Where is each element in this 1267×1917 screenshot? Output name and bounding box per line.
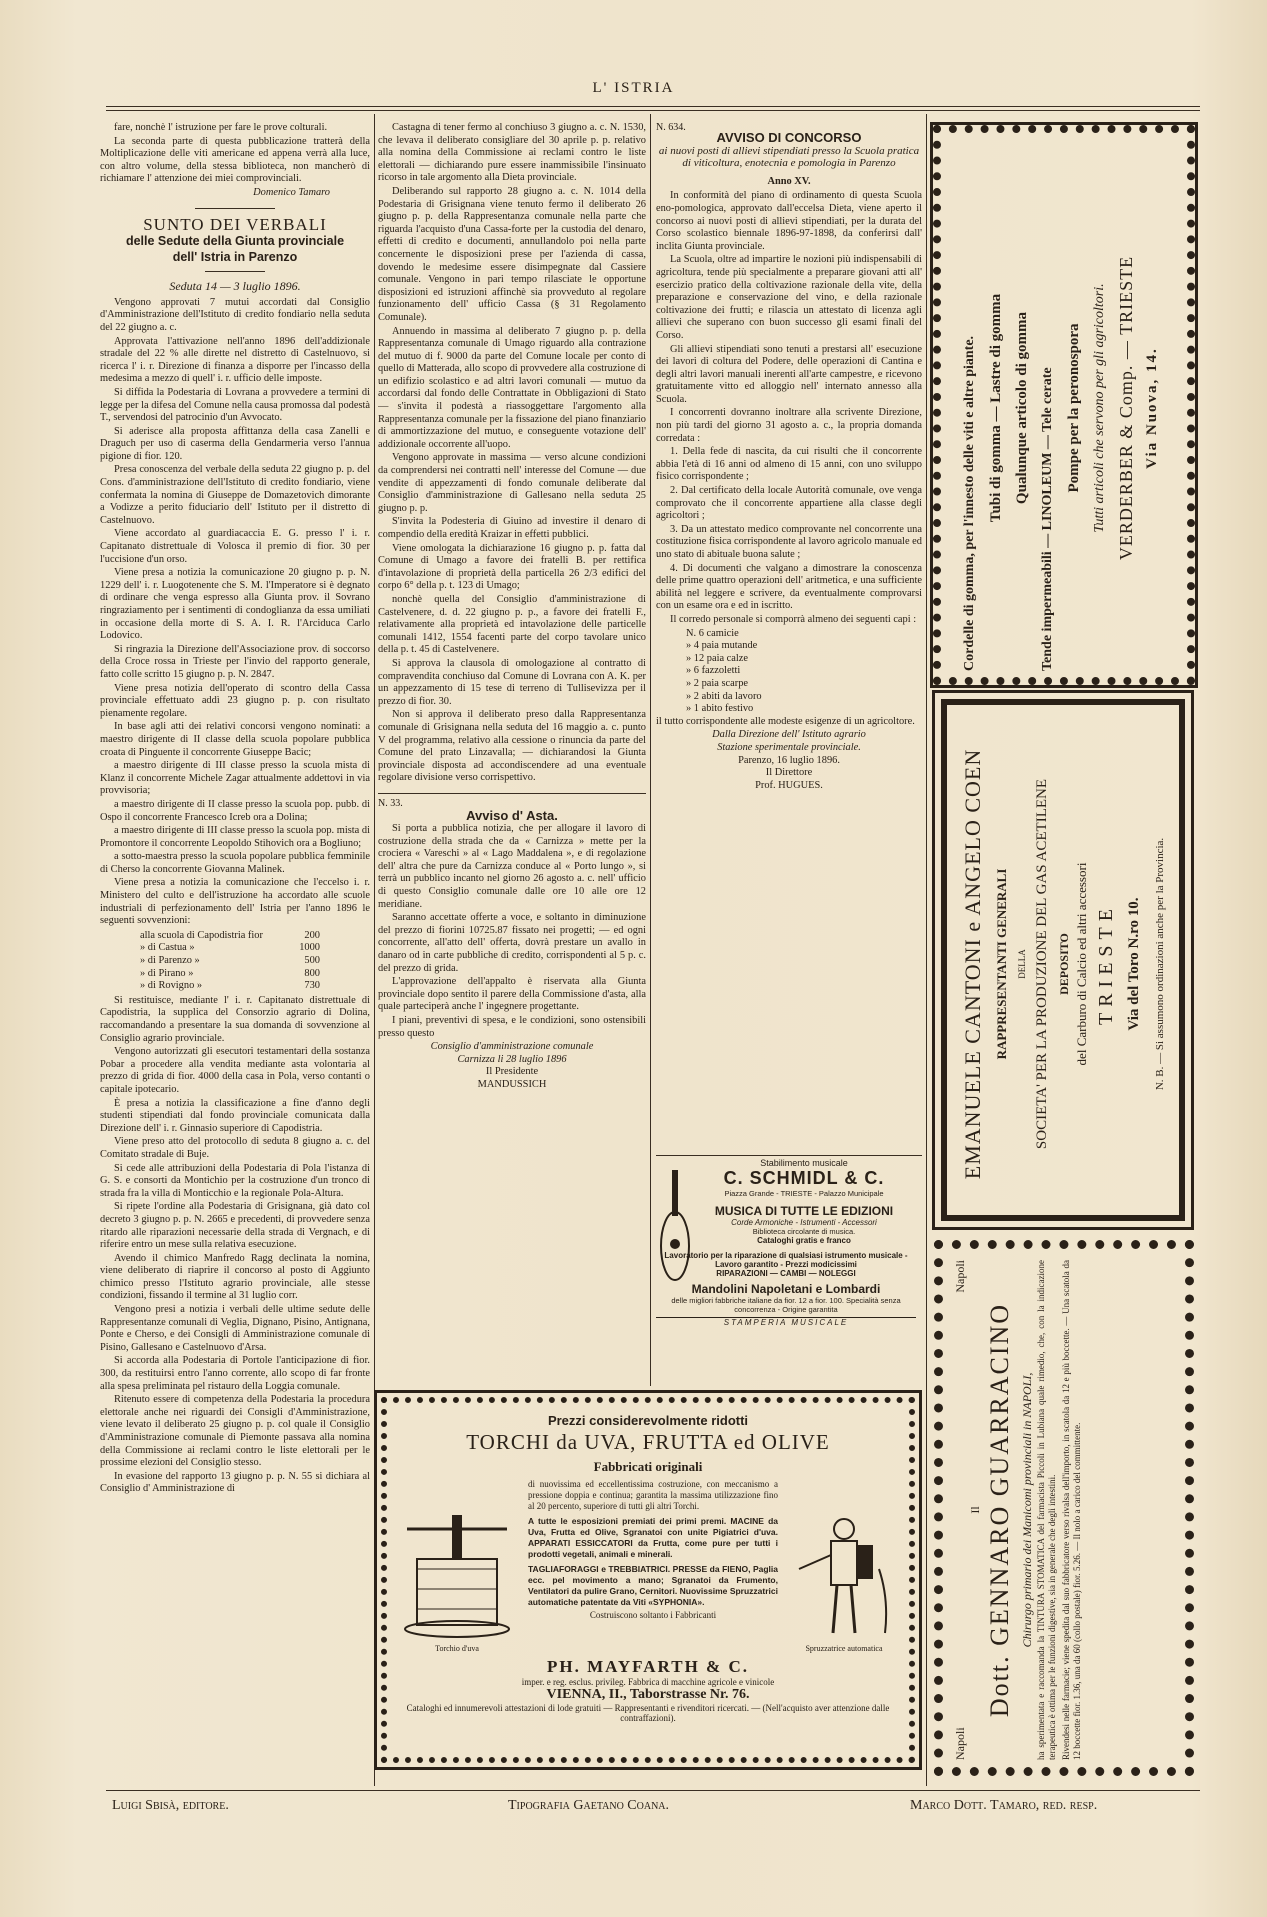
guarracino-name: Dott. GENNARO GUARRACINO: [985, 1302, 1014, 1718]
corredo-item: » 12 paia calze: [686, 652, 749, 664]
verbali-paragraph: Si aderisce alla proposta affittanza della casa Zanelli e Draguch per uso di caserma della Gendarmeria verso l'annua pigione di fior. 120.: [100, 425, 370, 462]
asta-place-date: Carnizza li 28 luglio 1896: [457, 1053, 567, 1065]
asta-role: Il Presidente: [485, 1066, 539, 1078]
verderber-line: Tutti articoli che servono per gli agricoltori.: [1092, 283, 1107, 533]
column-rule: [650, 114, 651, 1386]
asta-paragraph: Saranno accettate offerte a voce, e soltanto in diminuzione del prezzo di fiorini 10725.87 fissato nei progetti; — ed ogni concorrente, all'atto dell' offerta, dovrà prestare un avallo in danaro od in carte pubbliche di credito, corrispondenti al 5 p. c. del prezzo di grida.: [378, 912, 646, 974]
guarracino-role: Chirurgo primario dei Manicomi provinciali in NAPOLI,: [1020, 1372, 1034, 1648]
subsidy-amount: 800: [304, 967, 320, 979]
verbali-paragraph: Viene presa a notizia la comunicazione che l'eccelso i. r. Ministero del culto e dell'istruzione ha accordato alle scuole industriali di perfezionamento dell' Istria per l'anno 1896 le seguenti sovvenzioni:: [100, 877, 370, 927]
verbali-paragraph: Si approva la clausola di omologazione al contratto di compravendita conchiuso dal Comune di Lovrana con A. K. per un appezzamento di 15 tese di terreno di Tullisevizza per il prezzo di fior. 30.: [378, 657, 646, 707]
concorso-paragraph: 2. Dal certificato della locale Autorità comunale, ove venga comprovato che il concorrente appartiene alla classe degli agricoltori ;: [656, 485, 922, 522]
subsidy-label: alla scuola di Capodistria fior: [140, 929, 263, 941]
torchi-maker-desc: imper. e reg. esclus. privileg. Fabbrica di macchine agricole e vinicole: [521, 1677, 775, 1687]
asta-paragraph: L'approvazione dell'appalto è riservata alla Giunta provinciale dopo sentito il parere della Commissione d'asta, alla quale parteciperà anche l' ingegnere progettante.: [378, 976, 646, 1013]
verbali-heading: SUNTO DEI VERBALI: [143, 214, 327, 234]
verbali-paragraph: a maestro dirigente di II classe presso la scuola pop. pubb. di Ospo il concorrente Francesco Icreb ora a Dolina;: [100, 798, 370, 823]
subsidy-row: [140, 942, 320, 955]
asta-paragraph: Si porta a pubblica notizia, che per allogare il lavoro di costruzione della strada che da « Carnizza » mette per la crociera « Vareschi » al « Lago Maddalena », e di regolazione dell' altra che pure da Carnizza conduce al « Porto lungo », si terrà un pubblico incanto nel giorno 26 agosto a. c. nell' ufficio di questo Consiglio comunale dalle ore 10 alle ore 12 meridiane.: [378, 823, 646, 910]
verderber-line: Pompe per la peronospora: [1066, 323, 1082, 493]
concorso-paragraph: I concorrenti dovranno inoltrare alla scrivente Direzione, non più tardi del giorno 31 agosto a. c., la propria domanda corredata :: [656, 407, 922, 444]
corredo-item: » 6 fazzoletti: [686, 665, 741, 677]
subsidy-amount: 730: [304, 980, 320, 992]
schmidl-line: delle migliori fabbriche italiane da fior. 12 a fior. 100. Specialità senza concorrenza - Origine garantita: [671, 1296, 901, 1314]
schmidl-line: Corde Armoniche - Istrumenti - Accessori: [731, 1218, 877, 1227]
verbali-subheading: dell' Istria in Parenzo: [172, 250, 298, 265]
subsidy-amount: 1000: [299, 942, 320, 954]
verbali-paragraph: Annuendo in massima al deliberato 7 giugno p. p. della Rappresentanza comunale di Umago riguardo alla contrazione del mutuo di f. 9000 da parte del Comune locale per conto di quello di Matterada, allo scopo di provvedere alla costruzione di un edifizio scolastico e ad altri lavori comunali — mutuo da accordarsi dal fondo delle Contrattate in Obbligazioni di Stato — s'invita il podestà a riassoggettare l'argomento alla Rappresentanza comunale per la fissazione del piano finanziario di ammortizzazione del mutuo, e conseguente votazione dell' addizionale occorrente all'uopo.: [378, 325, 646, 450]
torchi-body: Costruiscono soltanto i Fabbricanti: [589, 1610, 717, 1620]
subsidy-amount: 200: [304, 929, 320, 941]
schmidl-line: Stabilimento musicale: [760, 1158, 848, 1168]
guarracino-rotated: [952, 1260, 1083, 1760]
verbali-paragraph: Viene accordato al guardiacaccia E. G. presso l' i. r. Capitanato distrettuale di Volosca il premio di fior. 30 per l'uccisione d'un orso.: [100, 528, 370, 565]
asta-number: N. 33.: [378, 797, 403, 809]
verbali-paragraph: Non si approva il deliberato preso dalla Rappresentanza comunale di Grisignana nella seduta del 16 maggio a. c. punto V del programma, relativo alla cessione o rinuncia da parte del Comune del prato Linzavalla; — dichiarandosi la Giunta provinciale disposta ad accondiscendere ad una eventuale regolare divisione verso corrispettivo.: [378, 709, 646, 784]
asta-title: Avviso d' Asta.: [466, 808, 558, 824]
column-3: [656, 122, 922, 1152]
verbali-paragraph: Deliberando sul rapporto 28 giugno a. c. N. 1014 della Podestaria di Grisignana viene tenuto fermo il deliberato 26 giugno p. p. della Rappresentanza comunale nella parte che riguarda l'acquisto d'una Cassa-forte per la custodia del denaro, effetti di credito e documenti, annullandolo poi nella parte concernente le disposizioni prese per l'azienda di cassa, dovendo le medesime essere disimpegnate dal Cassiere comunale. Vengono in pari tempo rilasciate le opportune disposizioni ed istruzioni affinchè sia provveduto al regolare funzionamento dell' ufficio Cassa (§ 31 Regolamento Comunale).: [378, 185, 646, 323]
verbali-paragraph: Viene preso atto del protocollo di seduta 8 giugno a. c. del Comitato stradale di Buje.: [100, 1136, 370, 1160]
asta-paragraph: I piani, preventivi di spesa, e le condizioni, sono ostensibili presso questo: [378, 1014, 646, 1039]
verbali-subheading: delle Sedute della Giunta provinciale: [125, 234, 345, 249]
wine-press-icon: [397, 1509, 517, 1639]
caption: Torchio d'uva: [435, 1644, 479, 1653]
verderber-line: Tende impermeabili — LINOLEUM — Tele cerate: [1040, 367, 1055, 671]
subsidy-row: [140, 930, 320, 943]
verbali-paragraph: È presa a notizia la classificazione a fine d'anno degli studenti stipendiati dal fondo provinciale comunicata dalla Direzione dell' i. r. Ginnasio superiore di Capodistria.: [100, 1097, 370, 1134]
verbali-paragraph: Si cede alle attribuzioni della Podestaria di Pola l'istanza di G. S. e consorti da Montichio per la costruzione d'un tronco di strada fra la villa di Monticchio e la regionale Pola-Altura.: [100, 1162, 370, 1199]
concorso-sign1: Dalla Direzione dell' Istituto agrario: [712, 729, 866, 741]
divider: [656, 1155, 922, 1156]
verbali-paragraph: Avendo il chimico Manfredo Ragg declinata la nomina, viene deliberato di riaprire il concorso al posto di Aggiunto chimico presso l'Istituto agrario provinciale, alle stesse condizioni, fissando il termine al 31 luglio corr.: [100, 1252, 370, 1302]
concorso-place: Parenzo, 16 luglio 1896.: [738, 754, 840, 766]
subsidy-amount: 500: [304, 955, 320, 967]
torchi-body: A tutte le esposizioni premiati dei primi premi. MACINE da Uva, Frutta ed Olive, Sgranatoi con unite Pigiatrici d'uva. APPARATI ESSICCATORI da Frutta, come pure per tutti i prodotti vegetali, animali e minerali.: [528, 1516, 778, 1559]
concorso-paragraph: 1. Della fede di nascita, da cui risulti che il concorrente abbia l'età di 16 anni od almeno di 15 anni, con uno sviluppo fisico corrispondente ;: [656, 446, 922, 483]
concorso-closing: il tutto corrispondente alle modeste esigenze di un agricoltore.: [656, 715, 915, 727]
subsidy-row: [140, 980, 320, 993]
subsidy-row: [140, 968, 320, 981]
intro-paragraph: La seconda parte di questa pubblicazione tratterà della Moltiplicazione delle viti americane ed appena verrà alla luce, con altro volume, della stessa biblioteca, non mancherò di richiamare l' attenzione dei miei comprovinciali.: [100, 135, 370, 185]
concorso-paragraph: Il corredo personale si comporrà almeno dei seguenti capi :: [670, 613, 917, 625]
schmidl-line: MUSICA DI TUTTE LE EDIZIONI: [714, 1204, 894, 1218]
header-rule-2: [106, 110, 1200, 111]
guarracino-body: ha sperimentata e raccomanda la TINTURA STOMATICA del farmacista Piccoli in Lubiana quale rimedio, che, con la indicazione terapeutica è ottima per le funzioni digestive, sia in generale che degli intestini.: [1036, 1260, 1057, 1760]
asta-name: MANDUSSICH: [477, 1078, 547, 1090]
column-rule: [926, 114, 927, 1786]
verbali-paragraph: Viene presa a notizia la comunicazione 20 giugno p. p. N. 1229 dell' i. r. Luogotenente che S. M. l'Imperatore si è degnato di ordinare che venga espresso alla Giunta prov. il Sovrano ringraziamento per i sentimenti di condoglianza da essa umiliati in occasione della morte di S. A. I. R. l'Arciduca Carlo Lodovico.: [100, 567, 370, 642]
cantoni-line: EMANUELE CANTONI e ANGELO COEN: [960, 748, 985, 1180]
verbali-paragraph: Si restituisce, mediante l' i. r. Capitanato distrettuale di Capodistria, la supplica del Consorzio agrario di Dolina, raccomandando a presentare la sua domanda di sovvenzione al Consiglio agrario provinciale.: [100, 994, 370, 1044]
verderber-line: Cordelle di gomma, per l'innesto delle viti e altre piante.: [962, 335, 977, 671]
guarracino-body: Rivendesi nelle farmacie; viene spedita dal suo fabbricatore verso rivalsa dell'importo, in scatola da 12 e più boccette. — Una scatola da 12 boccette fior. 1.36, una da 60 (collo postale) fior. 5.26. — Il nolo a carico del committente.: [1061, 1260, 1082, 1760]
verbali-paragraph: Si ringrazia la Direzione dell'Associazione prov. di soccorso della Croce rossa in Trieste per l'invio del rapporto generale, fatto colle scritto 15 giugno p. p. N. 2847.: [100, 643, 370, 680]
concorso-title: AVVISO DI CONCORSO: [716, 130, 862, 145]
verbali-paragraph: Vengono presi a notizia i verbali delle ultime sedute delle Rappresentanze comunali di Veglia, Dignano, Pisino, Antignana, Ponte e Cherso, e dei Consigli di Amministrazione comunale di Pisino, Gallesano e Castelnuovo d'Arsa.: [100, 1304, 370, 1353]
asta-signatory: Consiglio d'amministrazione comunale: [430, 1041, 594, 1053]
verbali-paragraph: Si accorda alla Podestaria di Portole l'anticipazione di fior. 300, da restituirsi entro l'anno corrente, allo scopo di far fronte alla spesa preliminata pel ristauro della Loggia comunale.: [100, 1355, 370, 1392]
schmidl-line: Biblioteca circolante di musica.: [752, 1227, 856, 1236]
verbali-paragraph: Vengono approvati 7 mutui accordati dal Consiglio d'Amministrazione dell'Istituto di credito fondiario nella seduta del 22 giugno a. c.: [100, 296, 370, 333]
subsidy-label: » di Rovigno »: [140, 980, 203, 992]
verbali-paragraph: nonchè quella del Consiglio d'amministrazione di Castelvenere, d. d. 22 giugno p. p., a favore dei fratelli F., relativamente alla proprietà ed intavolazione delle particelle comunali 1412, 1554 facenti parte del corpo tavolare unico della p. t. 45 di Castelvenere.: [378, 593, 646, 656]
verderber-line: Tubi di gomma — Lastre di gomma: [988, 293, 1004, 523]
verbali-paragraph: S'invita la Podesteria di Giuino ad investire il denaro di compendio della eredità Kraizar in effetti pubblici.: [378, 516, 646, 540]
divider: [205, 271, 265, 272]
column-1: [100, 122, 370, 1786]
concorso-role: Il Direttore: [765, 767, 813, 779]
subsidy-row: [140, 955, 320, 968]
verbali-paragraph: Presa conoscenza del verbale della seduta 22 giugno p. p. del Cons. d'amministrazione dell'Istituto di credito fondiario, viene confermata la nomina di Giuseppe de Domazetovich dimorante a Vodizze a perito fiduciario dell' Istituto per il distretto di Castelnuovo.: [100, 464, 370, 526]
torchi-top: Prezzi considerevolmente ridotti: [547, 1413, 749, 1428]
concorso-paragraph: 4. Di documenti che valgano a dimostrare la conoscenza delle prime quattro operazioni dell' aritmetica, e una sufficiente abilità nel leggere e scrivere, da eventualmente comprovarsi con un esame ora e ed in iscritto.: [656, 562, 922, 612]
cantoni-line: DEPOSITO: [1057, 933, 1071, 995]
schmidl-line: STAMPERIA MUSICALE: [656, 1317, 916, 1327]
verbali-paragraph: a maestro dirigente di III classe presso la scuola pop. mista di Promontore il concorrente Leopoldo Stihovich ora a Bogliuno;: [100, 825, 370, 849]
schmidl-line: Cataloghi gratis e franco: [757, 1236, 851, 1245]
torchi-body: TAGLIAFORAGGI e TREBBIATRICI. PRESSE da FIENO, Paglia ecc. pel movimento a mano; Sgranatoi da Frumento, Ventilatori da pulire Grano, Cernitori. Nuovissime Spruzzatrici automatiche patentate da Viti «SYPHONIA».: [528, 1564, 778, 1607]
concorso-sign2: Stazione sperimentale provinciale.: [717, 741, 861, 753]
verbali-paragraph: In base agli atti dei relativi concorsi vengono nominati: a maestro dirigente di II classe della scuola popolare pubblica croata di Pinguente il concorrente Giuseppe Bacic;: [100, 721, 370, 758]
corredo-item: » 2 paia scarpe: [686, 677, 749, 689]
schmidl-ad: [656, 1158, 916, 1372]
footer-rule: [106, 1790, 1200, 1791]
footer-editor: Luigi Sbisà, editore.: [112, 1798, 229, 1813]
cantoni-line: Via del Toro N.ro 10.: [1126, 897, 1142, 1031]
cantoni-line: N. B. — Si assumono ordinazioni anche per la Provincia.: [1154, 837, 1166, 1091]
torchi-sub: Fabbricati originali: [593, 1459, 703, 1474]
concorso-paragraph: Gli allievi stipendiati sono tenuti a prestarsi all' esecuzione dei lavori di coltura del Podere, delle operazioni di Cantina e degli altri lavori manuali inerenti all'arte campestre, e ricevono gratuitamente vitto ed alloggio nell' internato annesso alla Scuola.: [656, 343, 922, 405]
verbali-paragraph: Viene omologata la dichiarazione 16 giugno p. p. fatta dal Comune di Umago a favore dei fratelli B. per rettifica d'intavolazione di proprietà della particella 26 2/3 edifici del corpo 6° della p. t. 123 di Umago;: [378, 542, 646, 592]
footer-editor-resp: Marco Dott. Tamaro, red. resp.: [910, 1798, 1098, 1813]
verbali-paragraph: Si diffida la Podestaria di Lovrana a provvedere a termini di legge per la difesa del Comune nella causa promossa dal podestà T., servendosi del patrocinio d'un Avvocato.: [100, 386, 370, 424]
corredo-item: » 2 abiti da lavoro: [686, 690, 762, 702]
subsidy-label: » di Parenzo »: [140, 955, 200, 967]
verbali-paragraph: Viene presa notizia dell'operato di scontro della Cassa provinciale effettuato addì 23 giugno p. p. con risultato pienamente regolare.: [100, 682, 370, 719]
cantoni-line: del Carburo di Calcio ed altri accessori: [1074, 862, 1089, 1066]
schmidl-line: Piazza Grande - TRIESTE - Palazzo Municipale: [724, 1189, 884, 1198]
intro-paragraph: fare, nonchè l' istruzione per fare le prove colturali.: [114, 122, 328, 133]
verbali-paragraph: In evasione del rapporto 13 giugno p. p. N. 55 si dichiara al Consiglio d' Amministrazione di: [100, 1470, 370, 1495]
caption: Spruzzatrice automatica: [805, 1644, 883, 1653]
session-date: Seduta 14 — 3 luglio 1896.: [169, 279, 301, 294]
cantoni-line: SOCIETA' PER LA PRODUZIONE DEL GAS ACETILENE: [1034, 778, 1050, 1150]
schmidl-line: Lavoratorio per la riparazione di qualsiasi istrumento musicale - Lavoro garantito - Prezzi modicissimi: [664, 1251, 908, 1269]
concorso-year: Anno XV.: [767, 175, 811, 187]
concorso-number: N. 634.: [656, 122, 686, 133]
verbali-paragraph: Approvata l'attivazione nell'anno 1896 dell'addizionale stradale del 22 % alle dirette nel distretto di Castelnuovo, si ricerca l' i. r. Direzione di finanza a disporre per l'incasso della medesima a mezzo di quell' i. r. ufficio delle imposte.: [100, 335, 370, 385]
subsidy-label: » di Pirano »: [140, 967, 194, 979]
verderber-line: Qualunque articolo di gomma: [1014, 311, 1030, 505]
verbali-paragraph: Si ripete l'ordine alla Podestaria di Grisignana, già dato col decreto 3 giugno p. p. N. 2665 e precedenti, di provvedere senza ritardo alle riparazioni necessarie della strada di Vergnach, e di riferire entro un mese sulla relativa esecuzione.: [100, 1201, 370, 1251]
guarracino-side: Napoli: [953, 1727, 967, 1760]
verbali-paragraph: a maestro dirigente di III classe presso la scuola mista di Klanz il concorrente Michele Zagar attualmente addettovi in via provvisoria;: [100, 760, 370, 797]
verbali-paragraph: a sotto-maestra presso la scuola popolare pubblica femminile di Cherso la concorrente Giovanna Malinek.: [100, 851, 370, 875]
concorso-subtitle: ai nuovi posti di allievi stipendiati presso la Scuola pratica di viticoltura, enotecnia e pomologia in Parenzo: [658, 144, 920, 170]
cantoni-line: RAPPRESENTANTI GENERALI: [994, 868, 1009, 1060]
verderber-line: VERDERBER & Comp. — TRIESTE: [1116, 255, 1136, 561]
cantoni-rotated: [957, 719, 1173, 1209]
mandolin-icon: [658, 1166, 692, 1286]
footer-printer: Tipografia Gaetano Coana.: [508, 1798, 670, 1813]
torchi-city: VIENNA, II., Taborstrasse Nr. 76.: [546, 1687, 750, 1702]
subsidy-label: » di Castua »: [140, 942, 195, 954]
verderber-line: Via Nuova, 14.: [1144, 347, 1160, 469]
column-2: [378, 122, 646, 1382]
corredo-item: N. 6 camicie: [686, 627, 739, 639]
cantoni-line: DELLA: [1017, 949, 1027, 979]
sprayer-man-icon: [789, 1509, 899, 1639]
divider: [195, 208, 275, 209]
torchi-ad: [374, 1390, 922, 1770]
corredo-item: » 1 abito festivo: [686, 703, 754, 715]
schmidl-name: C. SCHMIDL & C.: [723, 1168, 885, 1188]
verbali-paragraph: Ritenuto essere di competenza della Podestaria la procedura elettorale anche nei riguardi dei Consigli d'Amministrazione, viene levato il deliberato 25 giugno p. p. col quale il Consiglio d'Amministrazione comunale di Piemonte passava alla nomina della Commissione ai reclami contro le liste elettorali per le prossime elezioni del Consiglio stesso.: [100, 1394, 370, 1469]
corredo-item: » 4 paia mutande: [686, 640, 758, 652]
verbali-paragraph: Castagna di tener fermo al conchiuso 3 giugno a. c. N. 1530, che levava il deliberato consigliare del 30 aprile p. p. relativo alla nomina della Commissione ai reclami contro le liste elettorali — dichiarando pure essere inammissibile l'insinuato ricorso in tale argomento alla Dieta provinciale.: [378, 122, 646, 184]
page-header: L' ISTRIA: [592, 80, 675, 96]
guarracino-ad: [934, 1240, 1194, 1776]
concorso-paragraph: In conformità del piano di ordinamento di questa Scuola eno-pomologica, approvato dall'eccelsa Dieta, viene aperto il concorso ai nuovi posti di allievi stipendiati, per la durata del Corso scolastico biennale 1896-97-1898, da conferirsi dall' inclita Giunta provinciale.: [656, 190, 922, 252]
verbali-paragraph: Vengono autorizzati gli esecutori testamentari della sostanza Pobar a procedere alla vendita mediante asta volontaria al prezzo di grida di fior. 4000 della casa in Pola, verso contanti o capitale ipotecario.: [100, 1046, 370, 1095]
guarracino-side: Napoli: [953, 1260, 967, 1293]
schmidl-line: Mandolini Napoletani e Lombardi: [691, 1282, 881, 1296]
verderber-rotated: [957, 145, 1165, 671]
header-rule: [106, 106, 1200, 107]
torchi-maker: PH. MAYFARTH & C.: [547, 1657, 749, 1676]
author-signature: Domenico Tamaro: [253, 186, 330, 198]
torchi-title: TORCHI da UVA, FRUTTA ed OLIVE: [466, 1430, 830, 1454]
concorso-paragraph: 3. Da un attestato medico comprovante nel concorrente una costituzione fisica corrispondente al lavoro agricolo manuale ed uno stato di abituale buona salute ;: [656, 523, 922, 560]
cantoni-ad: [932, 690, 1194, 1230]
concorso-paragraph: La Scuola, oltre ad impartire le nozioni più indispensabili di agricoltura, tende più specialmente a preparare giovani atti all' esercizio pratico della coltivazione razionale della vite, della preparazione e conservazione del vino, e della razionale coltivazione dei frutti; e rilascia un attestato di licenza agli allievi che superano con buon successo gli esami finali del Corso.: [656, 254, 922, 341]
schmidl-line: RIPARAZIONI — CAMBI — NOLEGGI: [716, 1269, 856, 1278]
verderber-ad: [930, 122, 1198, 688]
cantoni-line: TRIESTE: [1095, 903, 1117, 1025]
asta-box: [378, 793, 646, 1092]
concorso-director: Prof. HUGUES.: [755, 779, 823, 791]
torchi-foot: Cataloghi ed innumerevoli attestazioni di lode gratuiti — Rappresentanti e rivenditori ricercati. — (Nell'acquisto aver attenzione dalle contraffazioni).: [406, 1703, 890, 1723]
verbali-paragraph: Vengono approvate in massima — verso alcune condizioni da comprendersi nei contratti nell' interesse del Comune — due vendite di appezzamenti di fondo comunale deliberate dal Consiglio d'amministrazione di Gallesano nella seduta 25 giugno p. p.: [378, 452, 646, 514]
torchi-body: di nuovissima ed eccellentissima costruzione, con meccanismo a pressione doppia e continua; garantita la massima utilizzazione fino al 20 percento, superiore di tutti gli altri Torchi.: [528, 1479, 778, 1511]
guarracino-pre: Il: [968, 1506, 982, 1514]
